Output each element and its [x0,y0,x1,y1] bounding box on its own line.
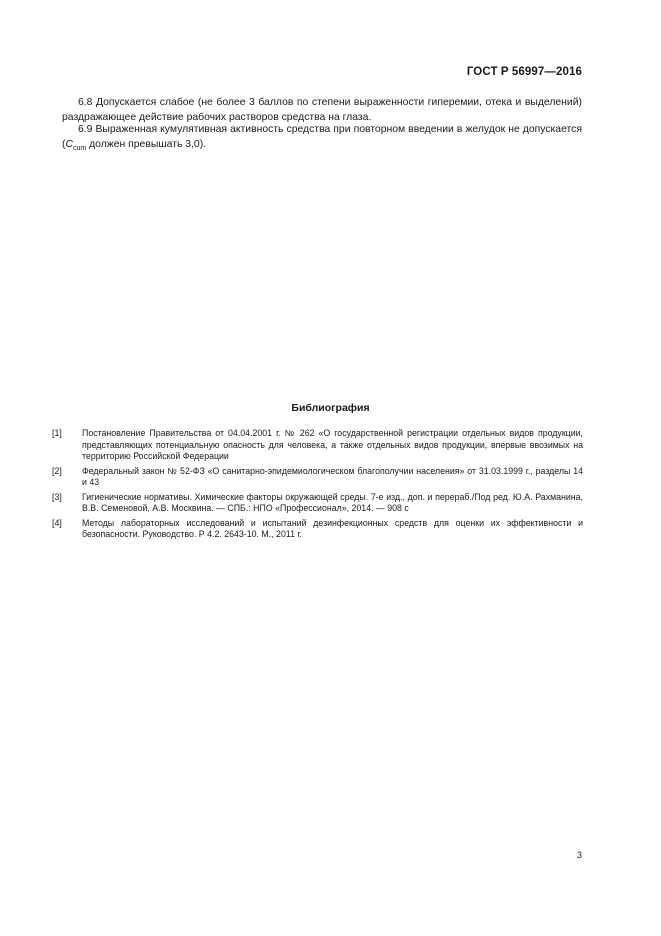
c-cum-subscript: cum [72,145,87,152]
bibliography-item [52,492,583,515]
bibliography-item-text: Гигиенические нормативы. Химические факторы окружающей среды. 7-е изд., доп. и перераб./Под ред. Ю.А. Рахманина, В.В. Семеновой, А.В. Москвина. — СПБ.: НПО «Профессионал», 2014. — 908 с [82,491,583,513]
bibliography-item-number: [1] [52,428,62,438]
paragraph-6-9 [62,122,582,156]
bibliography-item-number: [2] [52,465,62,476]
page-number: 3 [576,850,582,860]
bibliography-item [52,428,583,463]
bibliography-item [52,466,583,489]
paragraph-6-9-end: должен превышать 3,0). [86,139,207,150]
bibliography-item-text: Федеральный закон № 52-ФЗ «О санитарно-эпидемиологическом благополучии населения» от 31.03.1999 г., разделы 14 и 43 [82,465,583,487]
bibliography-item-text: Методы лабораторных исследований и испытаний дезинфекционных средств для оценки их эффективности и безопасности. Руководство. Р 4.2. 2643-10. М., 2011 г. [82,517,583,539]
bibliography-item-number: [4] [52,517,62,528]
bibliography-list [52,428,583,544]
paragraph-6-9-start: 6.9 Выраженная кумулятивная активность средства при повторном введении в желудок не допускается ( [62,124,582,150]
bibliography-item [52,518,583,541]
bibliography-item-text: Постановление Правительства от 04.04.2001 г. № 262 «О государственной регистрации отдельных видов продукции, представляющих потенциальную опасность для человека, а также отдельных видов продукции, впервые ввозимых на территорию Российской Федерации [82,428,583,461]
c-cum-symbol: C [65,139,73,150]
standard-code: ГОСТ Р 56997—2016 [466,66,582,78]
bibliography-item-number: [3] [52,491,62,502]
bibliography-title: Библиография [291,402,370,414]
paragraph-6-8: 6.8 Допускается слабое (не более 3 баллов по степени выраженности гиперемии, отека и выделений) раздражающее действие рабочих растворов средства на глаза. [62,97,582,123]
